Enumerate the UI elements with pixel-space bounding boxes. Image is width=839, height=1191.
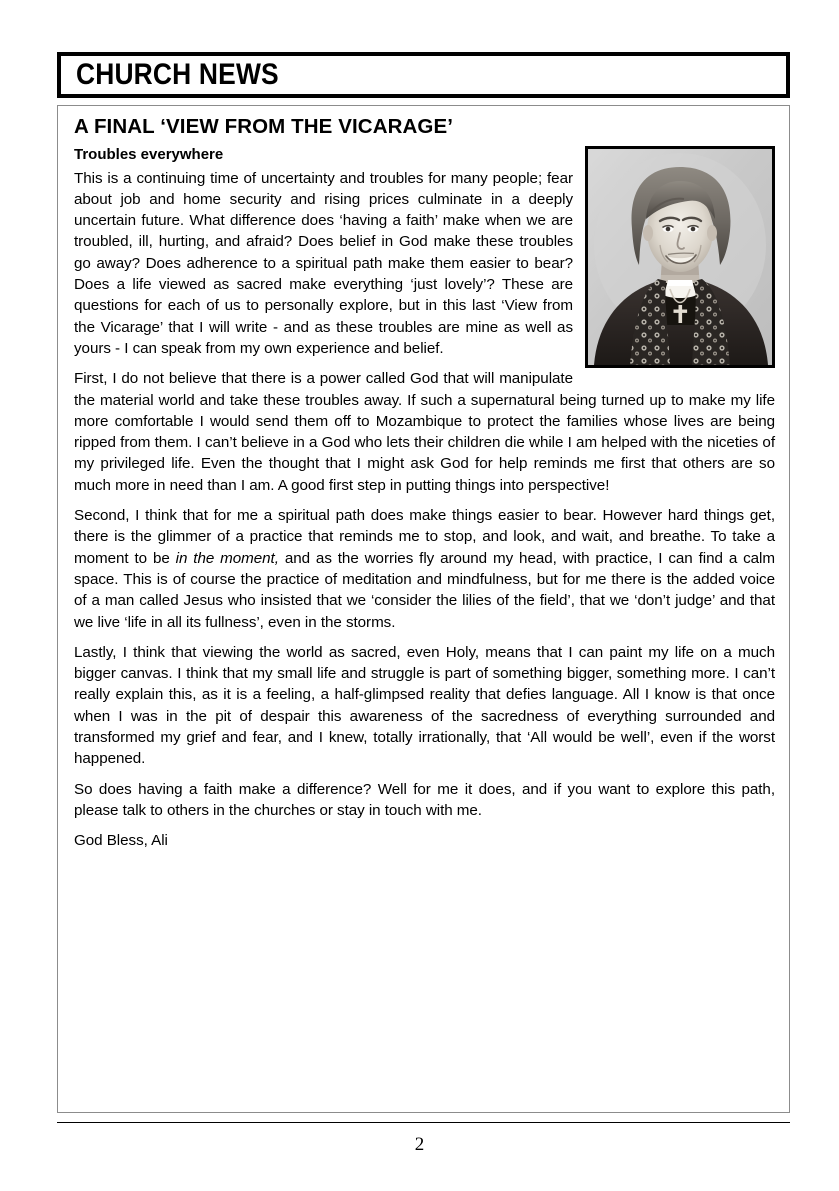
vicar-portrait-photo [585,146,775,368]
body-paragraph: So does having a faith make a difference? Well for me it does, and if you want to explore this path, please talk to others in the churches or stay in touch with me. [74,780,775,819]
article-title: A FINAL ‘VIEW FROM THE VICARAGE’ [74,115,454,138]
article-container [57,105,790,1113]
body-paragraph: This is a continuing time of uncertainty and troubles for many people; fear about job and home security and rising prices culminate in a deeply uncertain future. What difference does ‘having a faith’ make when we are troubled, ill, hurting, and afraid? Does belief in God make these troubles go away? Does adherence to a spiritual path make them easier to bear? Does a life viewed as sacred make everything ‘just lovely’? These are questions for each of us to personally explore, but in this last ‘View from the Vicarage’ that I will write - and as these troubles are mine as well as yours - I can speak from my own experience and belief. [74,169,573,357]
article-subhead: Troubles everywhere [74,145,224,163]
paragraph-text-after-emphasis: and as the worries fly around my head, with practice, I can find a calm space. This is of course the practice of meditation and mindfulness, but for me there is the added voice of a man called Jesus who insisted that we ‘consider the lilies of the field’, that we ‘don’t judge’ and that we live ‘life in all its fullness’, even in the storms. [74,549,775,631]
body-paragraph-with-emphasis [74,505,775,633]
footer-divider [57,1122,790,1123]
paragraph-text-before-emphasis: Second, I think that for me a spiritual path does make things easier to bear. However hard things get, there is the glimmer of a practice that reminds me to stop, and look, and wait, and breathe. To take a moment to be [74,507,775,567]
masthead-banner [57,52,790,98]
body-paragraph: Lastly, I think that viewing the world as sacred, even Holy, means that I can paint my life on a much bigger canvas. I think that my small life and struggle is part of something bigger, something more. I can’t really explain this, as it is a feeling, a half-glimpsed reality that defies language. All I know is that once when I was in the pit of despair this awareness of the sacredness of everything surrounded and transformed my grief and fear, and I knew, totally irrationally, that ‘All would be well’, even if the worst happened. [74,643,775,768]
article-signoff: God Bless, Ali [74,832,168,850]
emphasized-phrase: in the moment, [175,549,279,567]
body-paragraph: First, I do not believe that there is a power called God that will manipulate the material world and take these troubles away. If such a supernatural being turned up to make my life more comfortable I would send them off to Mozambique to protect the families whose lives are being ripped from them. I can’t believe in a God who lets their children die while I am helped with the niceties of my privileged life. Even the thought that I might ask God for help reminds me first that others are so much more in need than I am. A good first step in putting things into perspective! [74,370,775,494]
portrait-illustration [588,149,772,365]
page-number: 2 [414,1134,425,1155]
masthead-title: CHURCH NEWS [75,58,279,91]
